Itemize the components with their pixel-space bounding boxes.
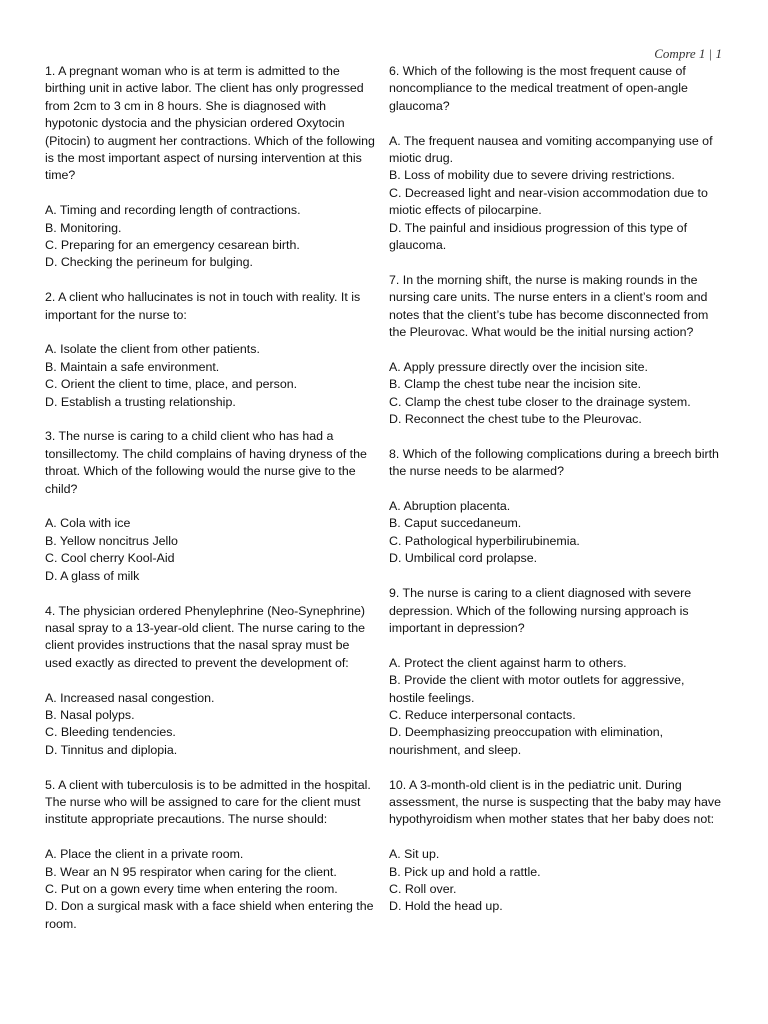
answer-option: D. Tinnitus and diplopia. <box>45 742 178 757</box>
question-block <box>389 585 723 759</box>
answer-option: B. Maintain a safe environment. <box>45 359 220 374</box>
question-stem: 5. A client with tuberculosis is to be admitted in the hospital. The nurse who will be assigned to care for the client must institute appropriate precautions. The nurse should: <box>45 777 371 827</box>
answer-options <box>45 341 377 411</box>
answer-option: C. Preparing for an emergency cesarean birth. <box>45 238 300 253</box>
answer-option: A. Cola with ice <box>45 516 131 531</box>
question-stem: 1. A pregnant woman who is at term is admitted to the birthing unit in active labor. The client has only progressed from 2cm to 3 cm in 8 hours. She is diagnosed with hypotonic dystocia and the physician ordered Oxytocin (Pitocin) to augment her contractions. Which of the following is the most important aspect of nursing intervention at this time? <box>45 64 375 183</box>
right-column <box>389 63 723 933</box>
answer-option: C. Decreased light and near-vision accommodation due to miotic effects of pilocarpine. <box>389 185 708 218</box>
answer-option: A. Place the client in a private room. <box>45 847 244 862</box>
answer-option: B. Wear an N 95 respirator when caring for the client. <box>45 864 337 879</box>
answer-option: C. Put on a gown every time when entering the room. <box>45 881 338 896</box>
answer-option: A. Isolate the client from other patients. <box>45 342 260 357</box>
answer-option: A. Protect the client against harm to others. <box>389 655 627 670</box>
answer-option: D. Deemphasizing preoccupation with elimination, nourishment, and sleep. <box>389 725 664 757</box>
answer-option: B. Yellow noncitrus Jello <box>45 533 178 548</box>
answer-option: A. Apply pressure directly over the incision site. <box>389 359 648 374</box>
question-block <box>389 272 723 429</box>
answer-option: A. Sit up. <box>389 847 440 862</box>
question-block <box>45 289 377 411</box>
answer-option: D. Hold the head up. <box>389 899 503 914</box>
answer-options <box>389 846 723 916</box>
answer-option: B. Provide the client with motor outlets for aggressive, hostile feelings. <box>389 673 685 705</box>
question-block <box>389 777 723 916</box>
answer-option: C. Clamp the chest tube closer to the drainage system. <box>389 394 691 409</box>
answer-options <box>389 133 723 255</box>
answer-option: A. Abruption placenta. <box>389 499 511 514</box>
answer-option: B. Caput succedaneum. <box>389 516 522 531</box>
answer-option: D. The painful and insidious progression of this type of glaucoma. <box>389 220 688 253</box>
answer-option: D. Checking the perineum for bulging. <box>45 255 254 270</box>
answer-option: C. Pathological hyperbilirubinemia. <box>389 533 580 548</box>
answer-options <box>389 498 723 568</box>
question-stem: 8. Which of the following complications during a breech birth the nurse needs to be alarmed? <box>389 446 719 479</box>
answer-option: B. Monitoring. <box>45 220 122 235</box>
question-stem: 10. A 3-month-old client is in the pediatric unit. During assessment, the nurse is suspecting that the baby may have hypothyroidism when mother states that her baby does not: <box>389 777 721 827</box>
answer-option: B. Nasal polyps. <box>45 707 135 722</box>
answer-options <box>45 202 377 272</box>
answer-option: A. Timing and recording length of contractions. <box>45 203 301 218</box>
answer-option: B. Clamp the chest tube near the incision site. <box>389 377 642 392</box>
answer-option: C. Roll over. <box>389 881 457 896</box>
answer-option: D. Establish a trusting relationship. <box>45 394 236 409</box>
answer-option: A. Increased nasal congestion. <box>45 690 215 705</box>
answer-option: D. Don a surgical mask with a face shield when entering the room. <box>45 899 374 931</box>
answer-option: D. A glass of milk <box>45 568 140 583</box>
question-stem: 9. The nurse is caring to a client diagnosed with severe depression. Which of the following nursing approach is important in depression? <box>389 586 692 635</box>
question-block <box>389 446 723 568</box>
answer-option: D. Reconnect the chest tube to the Pleurovac. <box>389 412 642 427</box>
question-stem: 4. The physician ordered Phenylephrine (Neo-Synephrine) nasal spray to a 13-year-old client. The nurse caring to the client provides instructions that the nasal spray must be used exactly as directed to prevent the development of: <box>45 603 366 670</box>
answer-options <box>45 515 377 585</box>
question-block <box>45 777 377 934</box>
page-header: Compre 1 | 1 <box>654 46 722 61</box>
answer-options <box>45 690 377 760</box>
question-stem: 3. The nurse is caring to a child client who has had a tonsillectomy. The child complains of having dryness of the throat. Which of the following would the nurse give to the child? <box>45 429 367 496</box>
left-column <box>45 63 377 951</box>
question-stem: 6. Which of the following is the most frequent cause of noncompliance to the medical treatment of open-angle glaucoma? <box>389 64 688 113</box>
question-block <box>45 428 377 585</box>
answer-options <box>389 359 723 429</box>
answer-option: C. Bleeding tendencies. <box>45 725 176 740</box>
answer-option: C. Reduce interpersonal contacts. <box>389 707 576 722</box>
answer-option: B. Pick up and hold a rattle. <box>389 864 541 879</box>
answer-option: A. The frequent nausea and vomiting accompanying use of miotic drug. <box>389 133 713 166</box>
answer-option: D. Umbilical cord prolapse. <box>389 551 538 566</box>
question-block <box>45 603 377 760</box>
question-block <box>45 63 377 272</box>
answer-options <box>45 846 377 933</box>
answer-option: C. Cool cherry Kool-Aid <box>45 551 175 566</box>
answer-options <box>389 655 723 759</box>
question-block <box>389 63 723 254</box>
question-stem: 2. A client who hallucinates is not in touch with reality. It is important for the nurse to: <box>45 290 361 322</box>
question-stem: 7. In the morning shift, the nurse is making rounds in the nursing care units. The nurse enters in a client’s room and notes that the client’s tube has become disconnected from the Pleurovac. What would be the initial nursing action? <box>389 272 709 340</box>
answer-option: C. Orient the client to time, place, and person. <box>45 377 298 392</box>
answer-option: B. Loss of mobility due to severe driving restrictions. <box>389 168 675 183</box>
